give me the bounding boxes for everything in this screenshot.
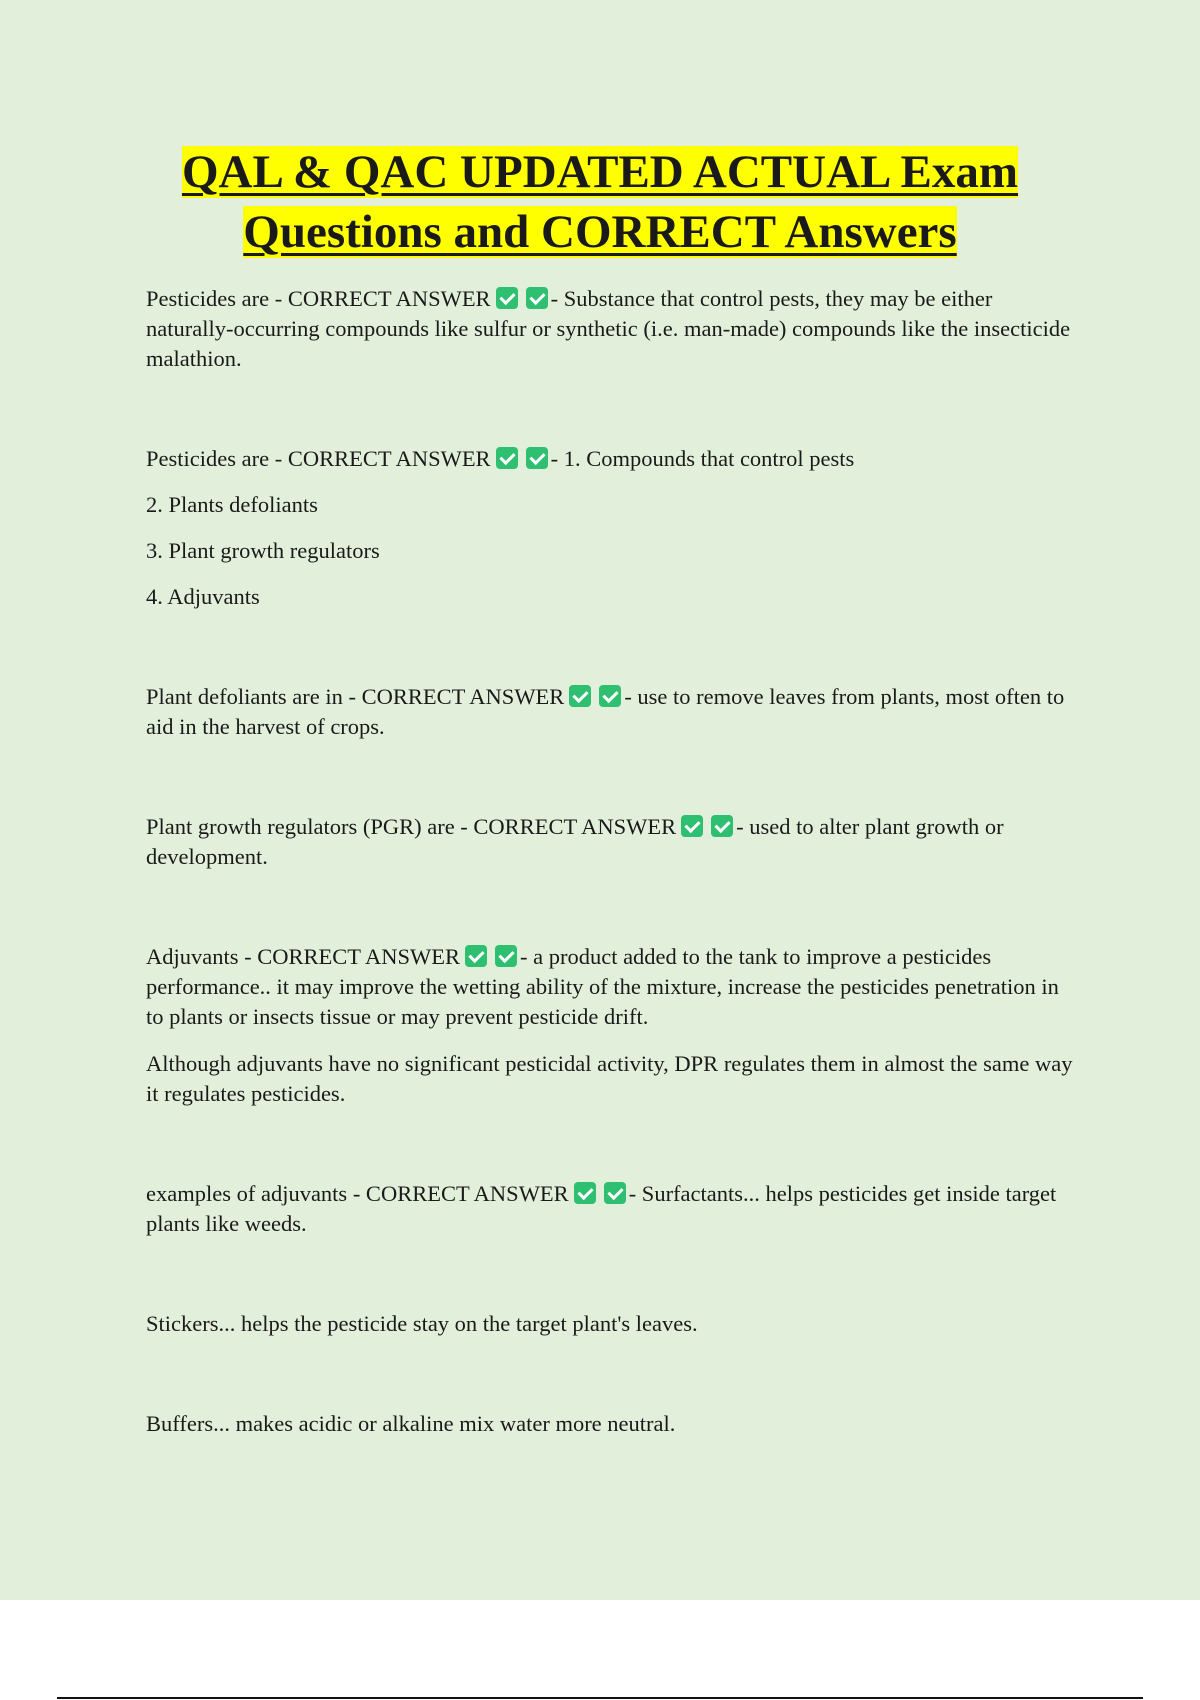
check-box-icon [526,287,548,309]
qa-entry [146,284,1076,374]
qa-entry [146,682,1076,742]
check-box-icon [495,945,517,967]
qa-entry [146,444,1076,474]
list-item: 2. Plants defoliants [146,492,318,517]
answer-text: - a product added to the tank to improve a pesticides performance.. it may improve the wetting ability of the mixture, increase the pesticides penetration in to plants or insects tissue or may prevent pesticide drift. [146,944,1059,1029]
check-box-icon [569,685,591,707]
answer-text: - use to remove leaves from plants, most often to aid in the harvest of crops. [146,684,1065,739]
check-box-icon [599,685,621,707]
title-line-2: Questions and CORRECT Answers [243,206,957,258]
qa-entry [146,812,1076,872]
document-title [0,142,1200,262]
question-text: Pesticides are - CORRECT ANSWER [146,446,491,471]
extra-line: Buffers... makes acidic or alkaline mix water more neutral. [146,1411,676,1436]
answer-text: - Substance that control pests, they may be either naturally-occurring compounds like sulfur or synthetic (i.e. man-made) compounds like the insecticide malathion. [146,286,1071,371]
question-text: Pesticides are - CORRECT ANSWER [146,286,491,311]
question-text: Plant defoliants are in - CORRECT ANSWER [146,684,565,709]
title-line-1: QAL & QAC UPDATED ACTUAL Exam [181,146,1019,198]
check-box-icon [681,815,703,837]
check-box-icon [496,447,518,469]
extra-line: Stickers... helps the pesticide stay on the target plant's leaves. [146,1311,698,1336]
footer-divider [57,1697,1143,1699]
question-text: Adjuvants - CORRECT ANSWER [146,944,460,969]
check-box-icon [574,1182,596,1204]
document-body [146,284,1076,1439]
check-box-icon [526,447,548,469]
list-item: 3. Plant growth regulators [146,538,380,563]
check-box-icon [496,287,518,309]
question-text: Plant growth regulators (PGR) are - CORRECT ANSWER [146,814,677,839]
question-text: examples of adjuvants - CORRECT ANSWER [146,1181,569,1206]
answer-text: - Surfactants... helps pesticides get inside target plants like weeds. [146,1181,1057,1236]
list-item: 4. Adjuvants [146,584,260,609]
check-box-icon [604,1182,626,1204]
answer-text: - 1. Compounds that control pests [550,446,855,471]
qa-entry [146,942,1076,1032]
answer-text: - used to alter plant growth or development. [146,814,1004,869]
check-box-icon [711,815,733,837]
qa-entry [146,1179,1076,1239]
note-paragraph: Although adjuvants have no significant pesticidal activity, DPR regulates them in almost the same way it regulates pesticides. [146,1051,1073,1106]
check-box-icon [465,945,487,967]
